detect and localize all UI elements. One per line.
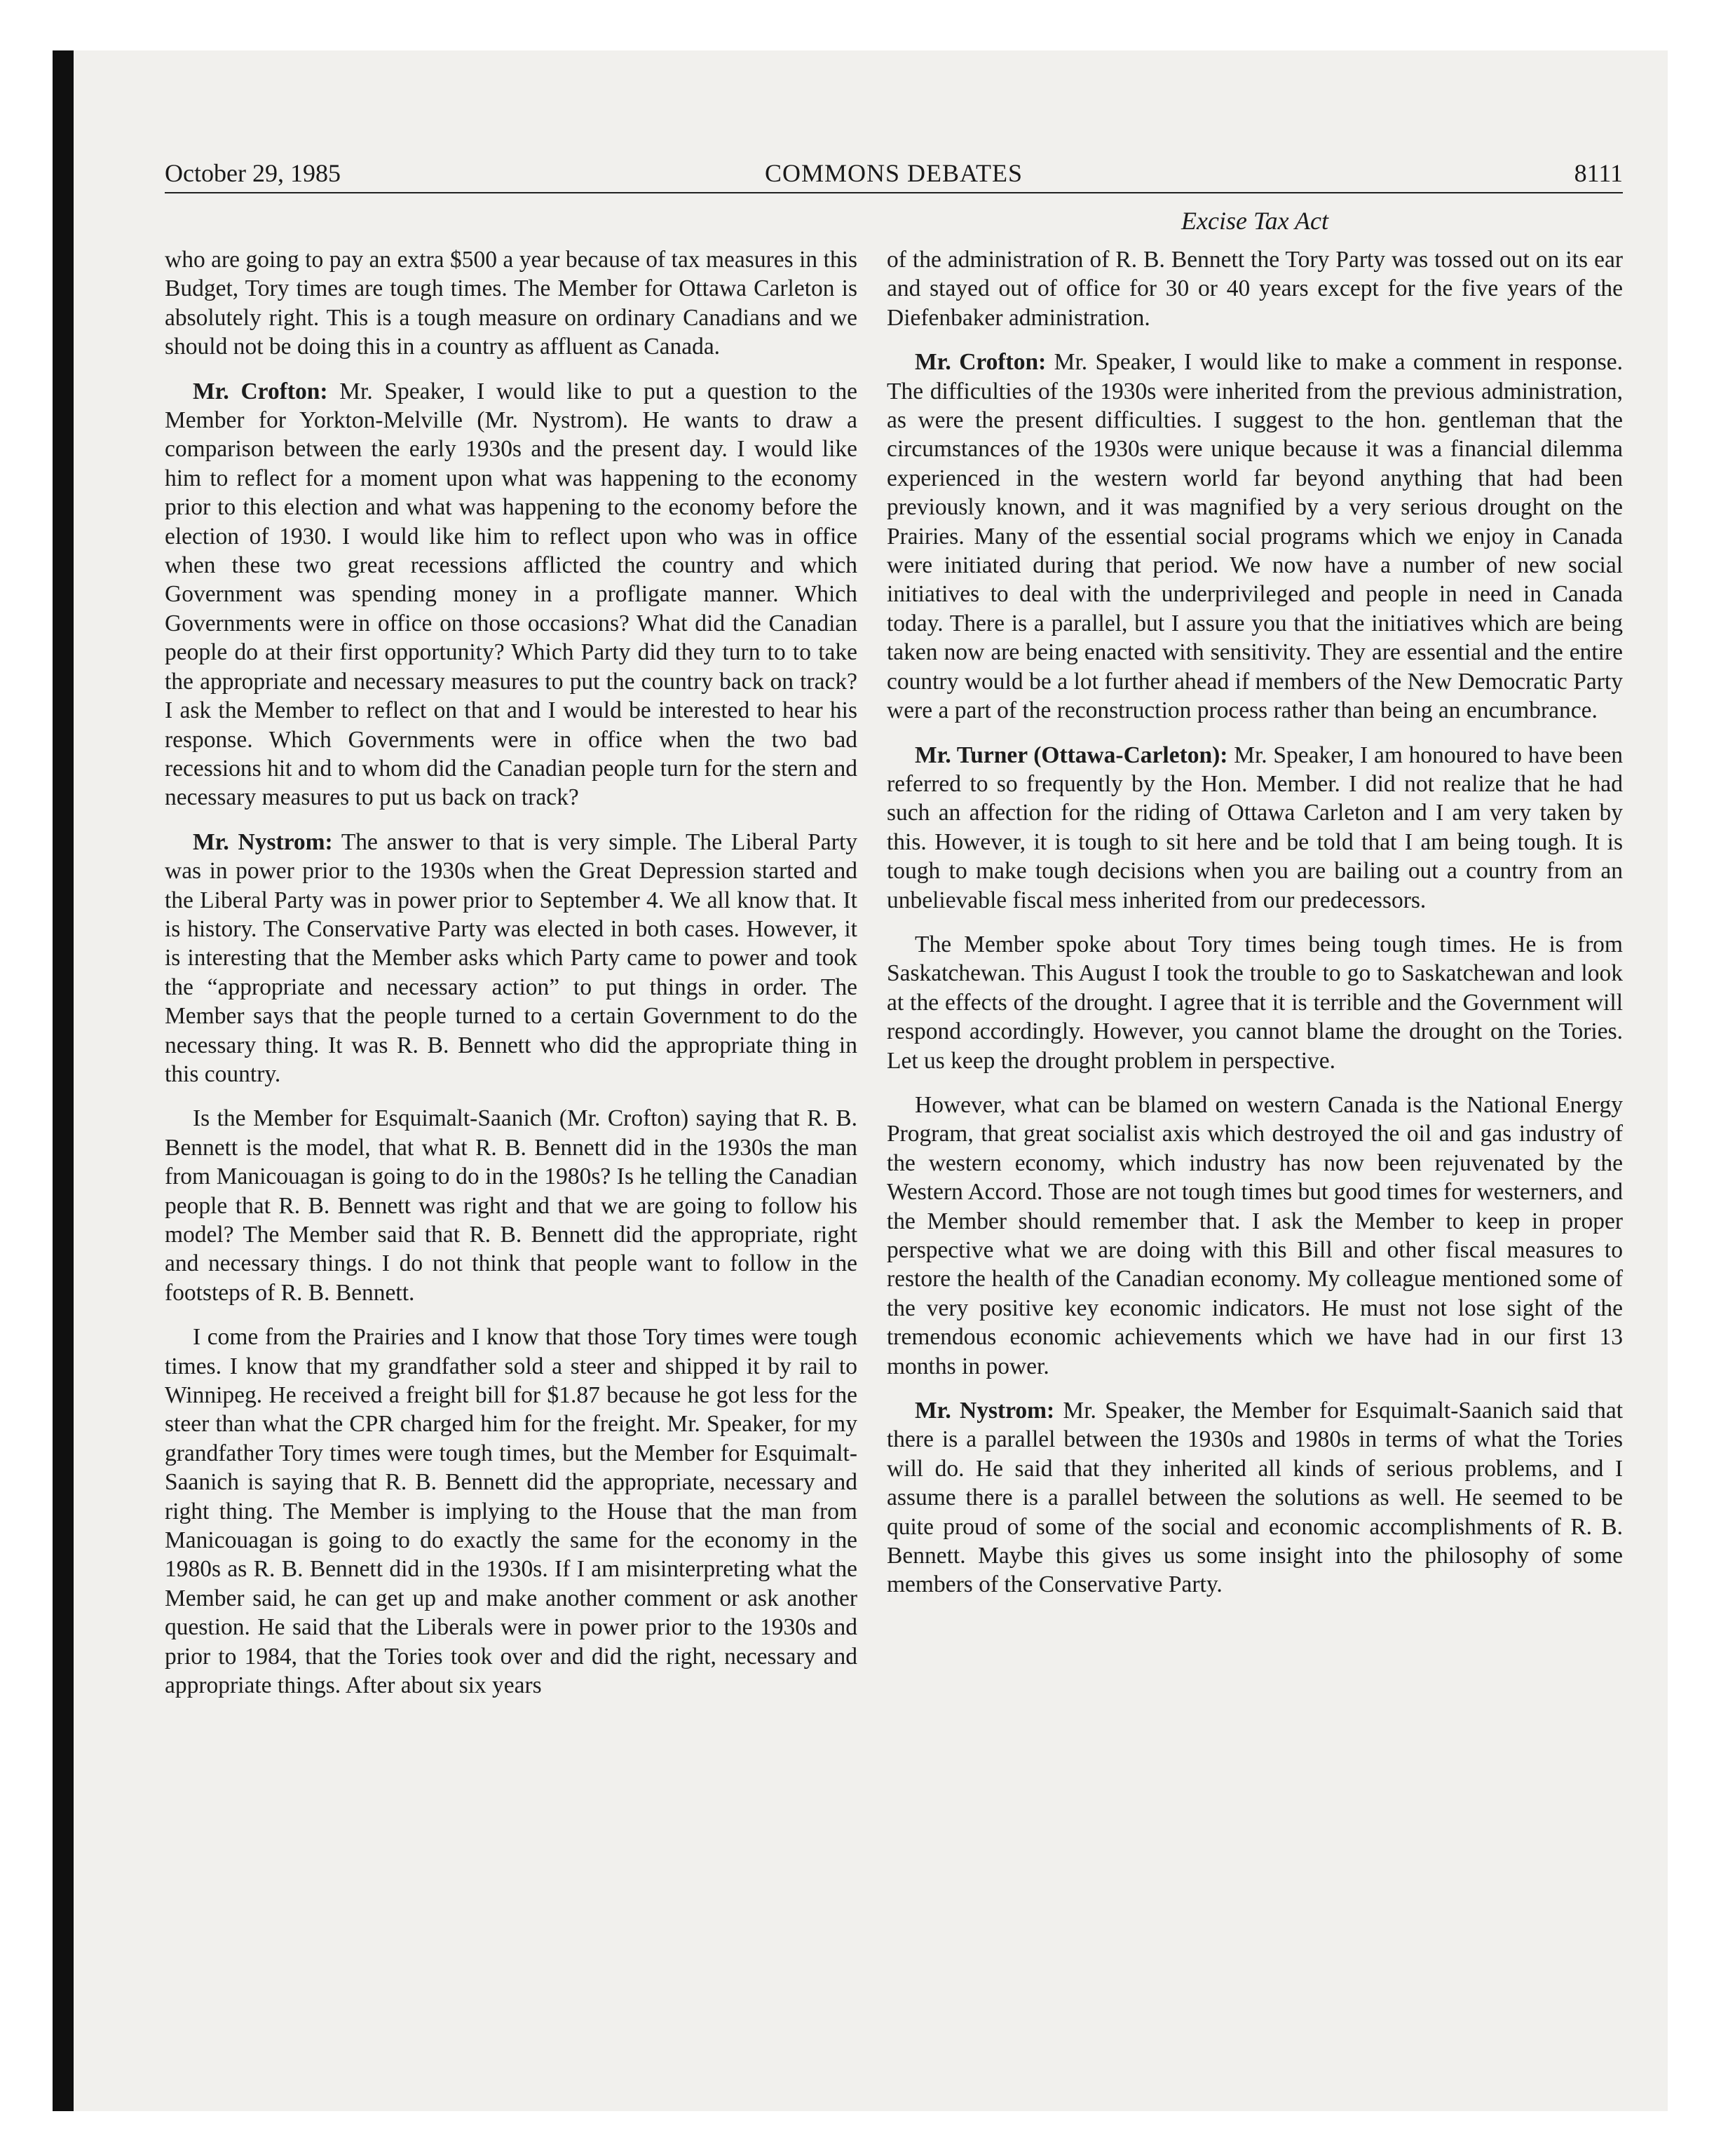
- paragraph: [165, 245, 857, 362]
- paragraph: [165, 1323, 857, 1700]
- binding-edge: [53, 50, 74, 2111]
- paragraph-text: Mr. Speaker, I would like to put a question to the Member for Yorkton-Melville (Mr. Nystrom). He wants to draw a comparison between the early 1930s and the present day. I would like him to reflect for a moment upon what was happening to the economy prior to this election and what was happening to the economy before the election of 1930. I would like him to reflect upon who was in office when these two great recessions afflicted the country and which Government was spending money in a profligate manner. Which Governments were in office on those occasions? What did the Canadian people do at their first opportunity? Which Party did they turn to to take the appropriate and necessary measures to put the country back on track? I ask the Member to reflect on that and I would be interested to hear his response. Which Governments were in office when the two bad recessions hit and to whom did the Canadian people turn for the stern and necessary measures to put us back on track?: [165, 378, 857, 811]
- section-subheading: Excise Tax Act: [1181, 207, 1328, 235]
- paragraph-text: Is the Member for Esquimalt-Saanich (Mr. Crofton) saying that R. B. Bennett is the model, that what R. B. Bennett did in the 1930s the man from Manicouagan is going to do in the 1980s? Is he telling the Canadian people that R. B. Bennett was right and that we are going to follow his model? The Member said that R. B. Bennett did the appropriate, right and necessary things. I do not think that people want to follow in the footsteps of R. B. Bennett.: [165, 1105, 857, 1306]
- paragraph: [887, 245, 1623, 332]
- page-number: 8111: [1574, 159, 1623, 187]
- paragraph-text: The answer to that is very simple. The Liberal Party was in power prior to the 1930s when the Great Depression started and the Liberal Party was in power prior to September 4. We all know that. It is history. The Conservative Party was elected in both cases. However, it is interesting that the Member asks which Party came to power and took the “appropriate and necessary action” to put things in order. The Member says that the people turned to a certain Government to do the necessary thing. It was R. B. Bennett who did the appropriate thing in this country.: [165, 828, 858, 1087]
- publication-title: COMMONS DEBATES: [764, 159, 1023, 187]
- speech-paragraph: [165, 828, 857, 1089]
- paragraph-text: Mr. Speaker, I would like to make a comment in response. The difficulties of the 1930s were inherited from the previous administration, as were the present difficulties. I suggest to the hon. gentleman that the circumstances of the 1930s were unique because it was a financial dilemma experienced in the western world far beyond anything that had been previously known, and it was magnified by a very serious drought on the Prairies. Many of the essential social programs which we enjoy in Canada were initiated during that period. We now have a number of new social initiatives to deal with the underprivileged and people in need in Canada today. There is a parallel, but I assure you that the initiatives which are being taken now are being enacted with sensitivity. They are essential and the entire country would be a lot further ahead if members of the New Democratic Party were a part of the reconstruction process rather than being an encumbrance.: [887, 349, 1623, 724]
- scanned-page: [53, 50, 1668, 2111]
- paragraph-text: who are going to pay an extra $500 a year because of tax measures in this Budget, Tory times are tough times. The Member for Ottawa Carleton is absolutely right. This is a tough measure on ordinary Canadians and we should not be doing this in a country as affluent as Canada.: [165, 247, 857, 360]
- paragraph-text: I come from the Prairies and I know that those Tory times were tough times. I know that my grandfather sold a steer and shipped it by rail to Winnipeg. He received a freight bill for $1.87 because he got less for the steer than what the CPR charged him for the freight. Mr. Speaker, for my grandfather Tory times were tough times, but the Member for Esquimalt-Saanich is saying that R. B. Bennett did the appropriate, necessary and right thing. The Member is implying to the House that the man from Manicouagan is going to do exactly the same for the economy in the 1980s as R. B. Bennett did in the 1930s. If I am misinterpreting what the Member said, he can get up and make another comment or ask another question. He said that the Liberals were in power prior to the 1930s and prior to 1984, that the Tories took over and did the right, necessary and appropriate things. After about six years: [165, 1324, 857, 1699]
- speech-paragraph: [887, 348, 1623, 725]
- speaker-name: Mr. Crofton:: [193, 378, 328, 404]
- paragraph: [165, 1104, 857, 1307]
- speaker-name: Mr. Nystrom:: [193, 828, 333, 855]
- paragraph-text: of the administration of R. B. Bennett the Tory Party was tossed out on its ear and stayed out of office for 30 or 40 years except for the five years of the Diefenbaker administration.: [887, 247, 1623, 331]
- speaker-name: Mr. Nystrom:: [915, 1398, 1055, 1424]
- speaker-name: Mr. Crofton:: [915, 349, 1047, 376]
- speech-paragraph: [887, 741, 1623, 915]
- paragraph-text: The Member spoke about Tory times being tough times. He is from Saskatchewan. This August I took the trouble to go to Saskatchewan and look at the effects of the drought. I agree that it is terrible and the Government will respond accordingly. However, you cannot blame the drought on the Tories. Let us keep the drought problem in perspective.: [887, 931, 1623, 1074]
- paragraph: [887, 930, 1623, 1075]
- paragraph-text: Mr. Speaker, I am honoured to have been referred to so frequently by the Hon. Member. I did not realize that he had such an affection for the riding of Ottawa Carleton and I am very taken by this. However, it is tough to sit here and be told that I am being tough. It is tough to make tough decisions when you are bailing out a country from an unbelievable fiscal mess inherited from our predecessors.: [887, 742, 1623, 913]
- paragraph-text: However, what can be blamed on western Canada is the National Energy Program, that great socialist axis which destroyed the oil and gas industry of the western economy, which industry has now been rejuvenated by the Western Accord. Those are not tough times but good times for westerners, and the Member should remember that. I ask the Member to keep in proper perspective what we are doing with this Bill and other fiscal measures to restore the health of the Canadian economy. My colleague mentioned some of the very positive key economic indicators. He must not lose sight of the tremendous economic achievements which we have had in our first 13 months in power.: [887, 1091, 1623, 1379]
- speech-paragraph: [887, 1396, 1623, 1599]
- left-column: [165, 245, 857, 1716]
- paragraph: [887, 1091, 1623, 1381]
- speaker-name: Mr. Turner (Ottawa-Carleton):: [915, 742, 1228, 768]
- right-column: [887, 245, 1623, 1615]
- header-date: October 29, 1985: [165, 159, 341, 187]
- page-header: [165, 156, 1623, 193]
- paragraph-text: Mr. Speaker, the Member for Esquimalt-Saanich said that there is a parallel between the 1930s and 1980s in terms of what the Tories will do. He said that they inherited all kinds of serious problems, and I assume there is a parallel between the solutions as well. He seemed to be quite proud of some of the social and economic accomplishments of R. B. Bennett. Maybe this gives us some insight into the philosophy of some members of the Conservative Party.: [887, 1398, 1624, 1598]
- speech-paragraph: [165, 377, 857, 812]
